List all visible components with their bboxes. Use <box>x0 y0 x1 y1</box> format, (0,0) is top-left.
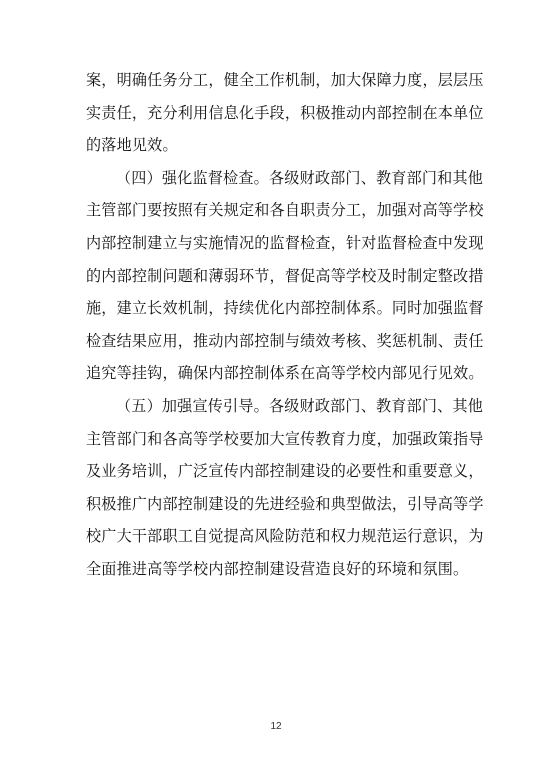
text-line: 追究等挂钩，确保内部控制体系在高等学校内部见行见效。 <box>86 364 484 383</box>
text-line: 校广大干部职工自觉提高风险防范和权力规范运行意识，为 <box>86 527 484 546</box>
text-line: 积极推广内部控制建设的先进经验和典型做法，引导高等学 <box>86 494 484 513</box>
section-heading-line: （四）强化监督检查。各级财政部门、教育部门和其他 <box>116 168 484 187</box>
text-line: 的内部控制问题和薄弱环节，督促高等学校及时制定整改措 <box>86 266 484 285</box>
text-line: 主管部门和各高等学校要加大宣传教育力度，加强政策指导 <box>86 429 484 448</box>
section-heading-line: （五）加强宣传引导。各级财政部门、教育部门、其他 <box>116 396 484 415</box>
text-line: 全面推进高等学校内部控制建设营造良好的环境和氛围。 <box>86 559 469 578</box>
text-line: 的落地见效。 <box>86 136 178 155</box>
text-line: 案，明确任务分工，健全工作机制，加大保障力度，层层压 <box>86 71 484 89</box>
text-line: 及业务培训，广泛宣传内部控制建设的必要性和重要意义， <box>86 462 484 481</box>
text-line: 施，建立长效机制，持续优化内部控制体系。同时加强监督 <box>86 299 484 318</box>
text-line: 实责任，充分利用信息化手段，积极推动内部控制在本单位 <box>86 103 484 122</box>
text-line: 内部控制建立与实施情况的监督检查，针对监督检查中发现 <box>86 233 484 252</box>
page-number: 12 <box>270 721 282 732</box>
text-line: 检查结果应用，推动内部控制与绩效考核、奖惩机制、责任 <box>86 331 484 350</box>
body-text <box>86 64 484 586</box>
text-line: 主管部门要按照有关规定和各自职责分工，加强对高等学校 <box>86 201 484 220</box>
